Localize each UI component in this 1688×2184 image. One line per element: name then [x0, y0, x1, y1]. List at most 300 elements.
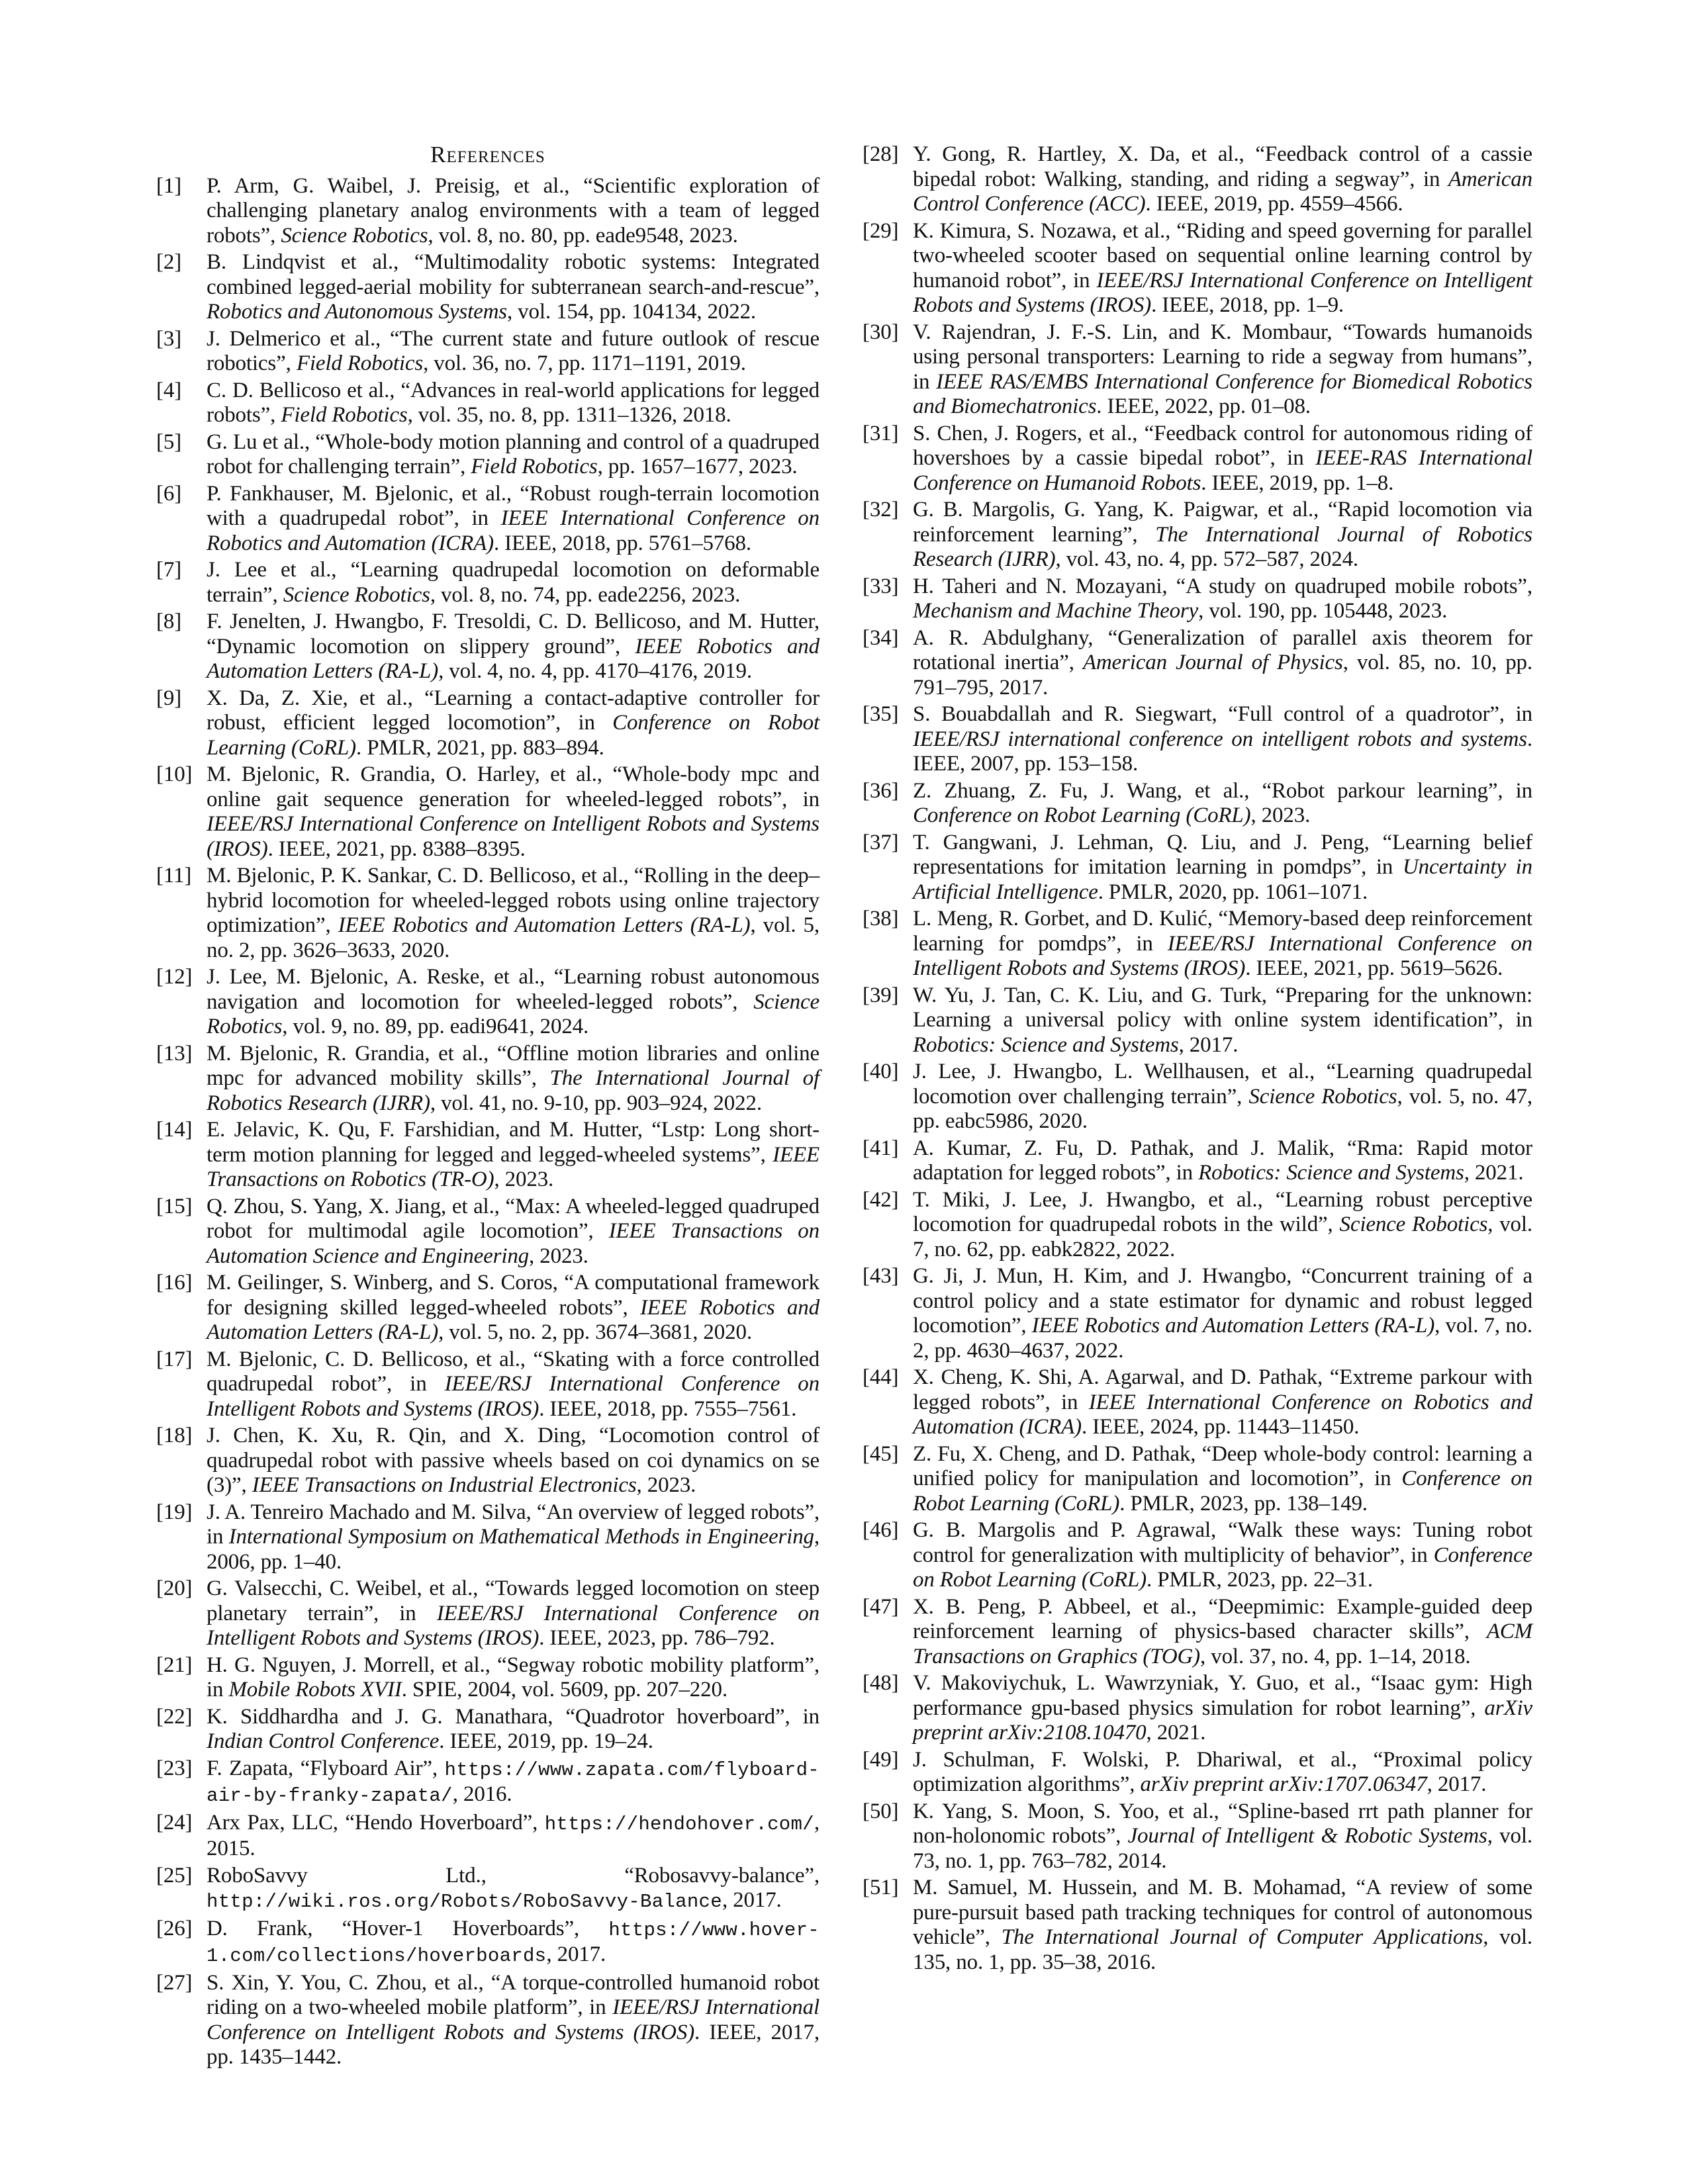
- reference-segment: . PMLR, 2021, pp. 883–894.: [356, 735, 604, 760]
- reference-segment: Z. Zhuang, Z. Fu, J. Wang, et al., “Robot parkour learning”, in: [913, 778, 1532, 803]
- reference-item: [156, 1118, 820, 1193]
- reference-text: [913, 142, 1532, 217]
- reference-segment: , 2023.: [1250, 803, 1311, 827]
- reference-text: [207, 1811, 820, 1862]
- reference-number: [22]: [156, 1704, 193, 1729]
- reference-segment: J. Schulman, F. Wolski, P. Dhariwal, et al., “Proximal policy optimization algorithms”,: [913, 1747, 1532, 1796]
- reference-text: [913, 1188, 1532, 1263]
- left-column: [156, 142, 820, 2072]
- reference-item: [863, 1264, 1532, 1363]
- reference-number: [2]: [156, 250, 182, 274]
- reference-item: [863, 422, 1532, 496]
- reference-segment: , vol. 135, no. 1, pp. 35–38, 2016.: [913, 1925, 1532, 1974]
- reference-venue: Mechanism and Machine Theory: [913, 599, 1199, 623]
- reference-segment: . IEEE, 2019, pp. 4559–4566.: [1145, 192, 1403, 216]
- reference-segment: M. Bjelonic, P. K. Sankar, C. D. Bellicoso, et al., “Rolling in the deep–hybrid locomotion for wheeled-legged robots using online trajectory optimization”,: [207, 864, 820, 937]
- reference-text: [207, 1756, 820, 1809]
- reference-text: [207, 1195, 820, 1269]
- reference-item: [156, 430, 820, 480]
- reference-segment: , vol. 85, no. 10, pp. 791–795, 2017.: [913, 651, 1532, 700]
- reference-segment: L. Meng, R. Gorbet, and D. Kulić, “Memory-based deep reinforcement learning for pomdps”, in: [913, 907, 1532, 956]
- reference-text: [207, 379, 820, 428]
- reference-url: https://www.zapata.com/flyboard-air-by-franky-zapata/: [207, 1758, 820, 1807]
- reference-segment: . IEEE, 2022, pp. 01–08.: [1096, 394, 1311, 418]
- reference-text: [207, 965, 820, 1040]
- reference-segment: , 2017.: [1178, 1032, 1239, 1057]
- reference-text: [913, 779, 1532, 829]
- reference-number: [26]: [156, 1916, 193, 1940]
- reference-segment: , vol. 5, no. 2, pp. 3626–3633, 2020.: [207, 913, 820, 962]
- reference-text: [207, 174, 820, 249]
- reference-text: [207, 1576, 820, 1651]
- reference-segment: A. R. Abdulghany, “Generalization of parallel axis theorem for rotational inertia”,: [913, 625, 1532, 674]
- reference-number: [20]: [156, 1576, 193, 1600]
- reference-number: [24]: [156, 1810, 193, 1835]
- reference-segment: , vol. 5, no. 47, pp. eabc5986, 2020.: [913, 1084, 1533, 1133]
- reference-venue: IEEE Transactions on Robotics (TR-O): [207, 1142, 820, 1191]
- reference-segment: . IEEE, 2021, pp. 8388–8395.: [267, 837, 526, 861]
- reference-number: [21]: [156, 1653, 193, 1677]
- reference-text: [207, 1042, 820, 1116]
- reference-segment: , vol. 8, no. 80, pp. eade9548, 2023.: [428, 223, 738, 248]
- reference-number: [11]: [156, 864, 192, 887]
- reference-segment: X. Da, Z. Xie, et al., “Learning a contact-adaptive controller for robust, efficient legged locomotion”, in: [207, 686, 820, 735]
- reference-item: [863, 1595, 1532, 1670]
- reference-venue: Field Robotics: [471, 455, 598, 478]
- reference-segment: J. Delmerico et al., “The current state and future outlook of rescue robotics”,: [207, 326, 820, 375]
- reference-segment: H. Taheri and N. Mozayani, “A study on quadruped mobile robots”,: [913, 574, 1532, 598]
- reference-segment: X. Cheng, K. Shi, A. Agarwal, and D. Pathak, “Extreme parkour with legged robots”, in: [913, 1365, 1532, 1414]
- reference-item: [863, 1876, 1532, 1975]
- reference-segment: , pp. 1657–1677, 2023.: [597, 455, 798, 478]
- reference-segment: , 2021.: [1146, 1721, 1206, 1745]
- reference-segment: S. Xin, Y. You, C. Zhou, et al., “A torque-controlled humanoid robot riding on a two-wheeled mobile platform”, in: [207, 1970, 820, 2019]
- reference-segment: . IEEE, 2024, pp. 11443–11450.: [1082, 1415, 1360, 1439]
- reference-item: [863, 907, 1532, 981]
- reference-text: [913, 983, 1532, 1058]
- reference-venue: arXiv preprint arXiv:1707.06347: [1140, 1772, 1427, 1796]
- reference-number: [51]: [863, 1876, 899, 1899]
- reference-segment: G. Lu et al., “Whole-body motion planning and control of a quadruped robot for challenging terrain”,: [207, 430, 820, 478]
- reference-venue: IEEE/RSJ International Conference on Intelligent Robots and Systems (IROS): [207, 812, 820, 861]
- reference-item: [156, 1917, 820, 1969]
- reference-segment: F. Jenelten, J. Hwangbo, F. Tresoldi, C. D. Bellicoso, and M. Hutter, “Dynamic locomotion on slippery ground”,: [207, 610, 820, 659]
- reference-text: [913, 831, 1532, 905]
- reference-text: [913, 1671, 1532, 1746]
- reference-segment: M. Bjelonic, C. D. Bellicoso, et al., “Skating with a force controlled quadrupedal robot”, in: [207, 1347, 820, 1396]
- reference-venue: arXiv preprint arXiv:2108.10470: [913, 1696, 1532, 1745]
- reference-item: [156, 558, 820, 608]
- reference-segment: , vol. 35, no. 8, pp. 1311–1326, 2018.: [407, 403, 731, 427]
- right-column: [863, 142, 1532, 1977]
- reference-segment: X. B. Peng, P. Abbeel, et al., “Deepmimic: Example-guided deep reinforcement learning of physics-based character skills”,: [913, 1594, 1532, 1643]
- reference-segment: V. Makoviychuk, L. Wawrzyniak, Y. Guo, et al., “Isaac gym: High performance gpu-based physics simulation for robot learning”,: [913, 1671, 1532, 1720]
- reference-segment: G. Ji, J. Mun, H. Kim, and J. Hwangbo, “Concurrent training of a control policy and a state estimator for dynamic and robust legged locomotion”,: [913, 1264, 1532, 1338]
- reference-segment: , 2016.: [452, 1782, 512, 1806]
- reference-segment: B. Lindqvist et al., “Multimodality robotic systems: Integrated combined legged-aerial mobility for subterranean search-and-rescue”,: [207, 250, 820, 299]
- reference-url: https://hendohover.com/: [544, 1813, 814, 1835]
- reference-number: [10]: [156, 762, 193, 786]
- reference-segment: K. Siddhardha and J. G. Manathara, “Quadrotor hoverboard”, in: [207, 1704, 820, 1729]
- reference-number: [46]: [863, 1518, 899, 1542]
- reference-number: [28]: [863, 142, 899, 166]
- reference-item: [863, 1060, 1532, 1134]
- reference-segment: , 2017.: [546, 1942, 606, 1966]
- reference-venue: Conference on Robot Learning (CoRL): [207, 711, 820, 760]
- reference-text: [913, 320, 1532, 420]
- reference-number: [44]: [863, 1365, 899, 1389]
- reference-text: [913, 422, 1532, 496]
- reference-segment: G. B. Margolis, G. Yang, K. Paigwar, et al., “Rapid locomotion via reinforcement learning”,: [913, 498, 1532, 547]
- reference-url: http://wiki.ros.org/Robots/RoboSavvy-Balance: [207, 1891, 722, 1913]
- reference-segment: , vol. 5, no. 2, pp. 3674–3681, 2020.: [438, 1320, 752, 1344]
- reference-number: [39]: [863, 983, 899, 1007]
- reference-number: [33]: [863, 574, 899, 598]
- reference-segment: Z. Fu, X. Cheng, and D. Pathak, “Deep whole-body control: learning a unified policy for manipulation and locomotion”, in: [913, 1441, 1532, 1490]
- reference-text: [913, 1518, 1532, 1593]
- reference-text: [913, 1595, 1532, 1670]
- reference-segment: , 2023.: [494, 1167, 554, 1191]
- reference-item: [863, 1188, 1532, 1263]
- reference-venue: The International Journal of Computer Applications: [1001, 1925, 1483, 1949]
- reference-item: [863, 1136, 1532, 1186]
- reference-number: [35]: [863, 702, 899, 726]
- reference-venue: Journal of Intelligent & Robotic Systems: [1127, 1824, 1487, 1848]
- reference-text: [913, 1748, 1532, 1797]
- reference-segment: M. Bjelonic, R. Grandia, O. Harley, et al., “Whole-body mpc and online gait sequence generation for wheeled-legged robots”, in: [207, 762, 820, 811]
- reference-segment: S. Bouabdallah and R. Siegwart, “Full control of a quadrotor”, in: [913, 702, 1532, 726]
- reference-segment: J. A. Tenreiro Machado and M. Silva, “An overview of legged robots”, in: [207, 1500, 820, 1549]
- reference-text: [913, 1365, 1532, 1440]
- reference-segment: W. Yu, J. Tan, C. K. Liu, and G. Turk, “Preparing for the unknown: Learning a universal policy with online system identification”, in: [913, 983, 1532, 1032]
- reference-segment: M. Geilinger, S. Winberg, and S. Coros, “A computational framework for designing skilled legged-wheeled robots”,: [207, 1271, 820, 1320]
- reference-item: [863, 1799, 1532, 1874]
- reference-venue: Field Robotics: [281, 403, 408, 427]
- reference-number: [13]: [156, 1041, 193, 1066]
- reference-venue: Conference on Robot Learning (CoRL): [913, 1467, 1532, 1516]
- reference-segment: Y. Gong, R. Hartley, X. Da, et al., “Feedback control of a cassie bipedal robot: Walking, standing, and riding a segway”, in: [913, 142, 1532, 191]
- reference-segment: , 2006, pp. 1–40.: [207, 1525, 820, 1574]
- reference-venue: Indian Control Conference: [207, 1729, 440, 1753]
- reference-venue: IEEE Robotics and Automation Letters (RA-L): [207, 634, 820, 683]
- reference-number: [36]: [863, 778, 899, 803]
- reference-item: [156, 1705, 820, 1754]
- reference-venue: IEEE/RSJ International Conference on Intelligent Robots and Systems (IROS): [913, 268, 1532, 317]
- reference-segment: , 2015.: [207, 1810, 820, 1860]
- reference-segment: , vol. 36, no. 7, pp. 1171–1191, 2019.: [423, 351, 746, 375]
- reference-venue: IEEE Robotics and Automation Letters (RA-L): [207, 1295, 820, 1344]
- reference-item: [156, 610, 820, 684]
- reference-segment: F. Zapata, “Flyboard Air”,: [207, 1756, 445, 1780]
- reference-item: [863, 983, 1532, 1058]
- reference-text: [913, 907, 1532, 981]
- reference-text: [207, 482, 820, 557]
- reference-number: [47]: [863, 1594, 899, 1619]
- reference-venue: Conference on Robot Learning (CoRL): [913, 803, 1251, 827]
- reference-item: [863, 498, 1532, 572]
- reference-item: [863, 320, 1532, 420]
- reference-item: [863, 1442, 1532, 1517]
- reference-url: https://www.hover-1.com/collections/hoverboards: [207, 1919, 820, 1967]
- reference-item: [863, 1748, 1532, 1797]
- reference-venue: Uncertainty in Artificial Intelligence: [913, 855, 1532, 904]
- reference-segment: , vol. 8, no. 74, pp. eade2256, 2023.: [430, 582, 741, 607]
- reference-text: [207, 686, 820, 761]
- reference-item: [863, 702, 1532, 777]
- reference-number: [17]: [156, 1347, 193, 1371]
- reference-venue: IEEE Robotics and Automation Letters (RA-L): [338, 913, 751, 937]
- reference-segment: . IEEE, 2019, pp. 19–24.: [439, 1729, 653, 1753]
- reference-text: [913, 1799, 1532, 1874]
- reference-segment: , vol. 7, no. 62, pp. eabk2822, 2022.: [913, 1212, 1533, 1261]
- reference-text: [207, 762, 820, 862]
- reference-text: [207, 1424, 820, 1498]
- reference-number: [8]: [156, 610, 182, 633]
- reference-segment: , vol. 190, pp. 105448, 2023.: [1198, 599, 1448, 623]
- reference-segment: A. Kumar, Z. Fu, D. Pathak, and J. Malik, “Rma: Rapid motor adaptation for legged robots”, in: [913, 1136, 1532, 1185]
- reference-number: [4]: [156, 378, 182, 402]
- reference-list-right: [863, 142, 1532, 1975]
- reference-segment: D. Frank, “Hover-1 Hoverboards”,: [207, 1916, 609, 1940]
- reference-segment: , vol. 37, no. 4, pp. 1–14, 2018.: [1200, 1644, 1471, 1668]
- reference-venue: IEEE International Conference on Robotics and Automation (ICRA): [913, 1390, 1533, 1439]
- reference-segment: V. Rajendran, J. F.-S. Lin, and K. Mombaur, “Towards humanoids using personal transporters: Learning to ride a segway from humans”, in: [913, 320, 1532, 394]
- reference-number: [45]: [863, 1441, 899, 1466]
- reference-item: [863, 219, 1532, 318]
- reference-item: [156, 1347, 820, 1422]
- reference-segment: . PMLR, 2020, pp. 1061–1071.: [1098, 880, 1368, 904]
- reference-text: [207, 1971, 820, 2070]
- reference-segment: . IEEE, 2018, pp. 1–9.: [1151, 293, 1344, 317]
- reference-venue: IEEE/RSJ International Conference on Intelligent Robots and Systems (IROS): [207, 1601, 820, 1650]
- reference-number: [25]: [156, 1863, 193, 1888]
- reference-segment: . IEEE, 2018, pp. 5761–5768.: [493, 531, 751, 555]
- reference-number: [31]: [863, 421, 899, 445]
- reference-segment: , vol. 43, no. 4, pp. 572–587, 2024.: [1055, 547, 1359, 571]
- reference-item: [156, 965, 820, 1040]
- reference-item: [156, 864, 820, 963]
- reference-segment: E. Jelavic, K. Qu, F. Farshidian, and M. Hutter, “Lstp: Long short-term motion planning for legged and legged-wheeled systems”,: [207, 1118, 820, 1167]
- reference-item: [863, 142, 1532, 217]
- reference-segment: . PMLR, 2023, pp. 138–149.: [1119, 1491, 1368, 1516]
- reference-segment: G. B. Margolis and P. Agrawal, “Walk these ways: Tuning robot control for generalization with multiplicity of behavior”, in: [913, 1518, 1532, 1567]
- reference-text: [913, 574, 1532, 624]
- reference-segment: Q. Zhou, S. Yang, X. Jiang, et al., “Max: A wheeled-legged quadruped robot for multimodal agile locomotion”,: [207, 1194, 820, 1243]
- reference-number: [34]: [863, 625, 899, 650]
- reference-venue: Science Robotics: [207, 989, 820, 1038]
- reference-text: [913, 1264, 1532, 1363]
- reference-segment: , 2023.: [636, 1473, 696, 1497]
- reference-segment: , vol. 41, no. 9-10, pp. 903–924, 2022.: [430, 1091, 762, 1115]
- reference-venue: Science Robotics: [1339, 1212, 1488, 1236]
- reference-number: [6]: [156, 481, 182, 506]
- reference-segment: H. G. Nguyen, J. Morrell, et al., “Segway robotic mobility platform”, in: [207, 1653, 820, 1702]
- reference-venue: Robotics and Autonomous Systems: [207, 300, 507, 324]
- reference-venue: IEEE/RSJ International Conference on Intelligent Robots and Systems (IROS): [207, 1995, 820, 2044]
- reference-item: [863, 831, 1532, 905]
- reference-text: [207, 1118, 820, 1193]
- reference-number: [50]: [863, 1799, 899, 1823]
- reference-venue: IEEE RAS/EMBS International Conference for Biomedical Robotics and Biomechatronics: [913, 369, 1532, 418]
- reference-number: [48]: [863, 1671, 899, 1695]
- reference-number: [19]: [156, 1500, 193, 1524]
- reference-item: [863, 626, 1532, 701]
- reference-text: [207, 1917, 820, 1969]
- reference-segment: T. Miki, J. Lee, J. Hwangbo, et al., “Learning robust perceptive locomotion for quadrupedal robots in the wild”,: [913, 1187, 1532, 1236]
- reference-text: [207, 327, 820, 377]
- reference-number: [3]: [156, 326, 182, 351]
- reference-text: [913, 1060, 1532, 1134]
- reference-item: [156, 1971, 820, 2070]
- reference-segment: . IEEE, 2018, pp. 7555–7561.: [539, 1396, 797, 1421]
- reference-venue: IEEE/RSJ international conference on intelligent robots and systems: [913, 727, 1527, 751]
- reference-segment: C. D. Bellicoso et al., “Advances in real-world applications for legged robots”,: [207, 378, 820, 427]
- reference-text: [207, 1864, 820, 1915]
- reference-text: [207, 1347, 820, 1422]
- reference-item: [156, 762, 820, 862]
- reference-item: [156, 1042, 820, 1116]
- reference-item: [156, 1653, 820, 1703]
- reference-segment: M. Samuel, M. Hussein, and M. B. Mohamad, “A review of some pure-pursuit based path tracking techniques for control of autonomous vehicle”,: [913, 1876, 1532, 1949]
- reference-item: [156, 250, 820, 325]
- reference-item: [156, 174, 820, 249]
- reference-number: [15]: [156, 1194, 193, 1218]
- reference-number: [30]: [863, 320, 899, 344]
- reference-text: [207, 430, 820, 480]
- reference-text: [913, 626, 1532, 701]
- reference-number: [29]: [863, 218, 899, 243]
- reference-venue: IEEE/RSJ International Conference on Intelligent Robots and Systems (IROS): [913, 931, 1532, 980]
- reference-venue: Science Robotics: [1248, 1084, 1397, 1109]
- reference-segment: J. Chen, K. Xu, R. Qin, and X. Ding, “Locomotion control of quadrupedal robot with passive wheels based on coi dynamics on se (3)”,: [207, 1424, 820, 1497]
- reference-item: [156, 379, 820, 428]
- reference-number: [12]: [156, 965, 193, 989]
- reference-venue: The International Journal of Robotics Research (IJRR): [207, 1066, 820, 1115]
- reference-segment: . PMLR, 2023, pp. 22–31.: [1147, 1568, 1374, 1592]
- reference-item: [863, 1518, 1532, 1593]
- reference-text: [207, 1271, 820, 1345]
- reference-segment: RoboSavvy Ltd., “Robosavvy-balance”,: [207, 1863, 820, 1888]
- reference-segment: , vol. 9, no. 89, pp. eadi9641, 2024.: [282, 1015, 589, 1038]
- reference-segment: , vol. 154, pp. 104134, 2022.: [506, 300, 757, 324]
- reference-text: [207, 1705, 820, 1754]
- reference-segment: , vol. 7, no. 2, pp. 4630–4637, 2022.: [913, 1314, 1532, 1363]
- reference-number: [14]: [156, 1118, 193, 1142]
- reference-item: [156, 1576, 820, 1651]
- reference-item: [156, 1195, 820, 1269]
- reference-venue: IEEE-RAS International Conference on Humanoid Robots: [913, 446, 1532, 495]
- reference-venue: Robotics: Science and Systems: [913, 1032, 1179, 1057]
- reference-item: [156, 327, 820, 377]
- reference-venue: IEEE Robotics and Automation Letters (RA-L): [1031, 1314, 1435, 1338]
- reference-text: [207, 610, 820, 684]
- reference-text: [207, 250, 820, 325]
- reference-item: [156, 1864, 820, 1915]
- reference-venue: Robotics: Science and Systems: [1198, 1161, 1464, 1185]
- reference-number: [27]: [156, 1970, 193, 1995]
- reference-venue: International Symposium on Mathematical Methods in Engineering: [228, 1525, 814, 1549]
- reference-text: [913, 1876, 1532, 1975]
- reference-item: [156, 1424, 820, 1498]
- reference-number: [16]: [156, 1271, 193, 1295]
- reference-segment: K. Yang, S. Moon, S. Yoo, et al., “Spline-based rrt path planner for non-holonomic robots”,: [913, 1799, 1532, 1848]
- reference-number: [9]: [156, 686, 182, 710]
- reference-text: [207, 1500, 820, 1575]
- reference-item: [863, 1671, 1532, 1746]
- reference-text: [207, 558, 820, 608]
- reference-segment: G. Valsecchi, C. Weibel, et al., “Towards legged locomotion on steep planetary terrain”, in: [207, 1576, 820, 1625]
- reference-item: [156, 686, 820, 761]
- reference-segment: , 2017.: [1427, 1772, 1487, 1796]
- reference-segment: . IEEE, 2023, pp. 786–792.: [539, 1626, 775, 1650]
- reference-text: [913, 219, 1532, 318]
- reference-item: [156, 1811, 820, 1862]
- reference-segment: T. Gangwani, J. Lehman, Q. Liu, and J. Peng, “Learning belief representations for imitation learning in pomdps”, in: [913, 830, 1532, 879]
- reference-segment: , vol. 4, no. 4, pp. 4170–4176, 2019.: [438, 659, 752, 683]
- reference-segment: . IEEE, 2007, pp. 153–158.: [913, 727, 1532, 776]
- reference-venue: ACM Transactions on Graphics (TOG): [913, 1619, 1532, 1668]
- section-heading: References: [430, 142, 545, 167]
- reference-item: [156, 1500, 820, 1575]
- reference-venue: Science Robotics: [281, 223, 428, 248]
- reference-segment: J. Lee et al., “Learning quadrupedal locomotion on deformable terrain”,: [207, 558, 820, 607]
- reference-venue: Science Robotics: [283, 582, 430, 607]
- reference-item: [863, 574, 1532, 624]
- reference-segment: S. Chen, J. Rogers, et al., “Feedback control for autonomous riding of hovershoes by a cassie bipedal robot”, in: [913, 421, 1532, 470]
- reference-venue: American Journal of Physics: [1082, 651, 1343, 674]
- reference-segment: . IEEE, 2019, pp. 1–8.: [1201, 471, 1394, 495]
- reference-text: [207, 1653, 820, 1703]
- reference-venue: Conference on Robot Learning (CoRL): [913, 1543, 1532, 1592]
- reference-segment: P. Arm, G. Waibel, J. Preisig, et al., “Scientific exploration of challenging planetary analog environments with a team of legged robots”,: [207, 173, 820, 248]
- reference-number: [7]: [156, 558, 182, 582]
- reference-item: [156, 1271, 820, 1345]
- reference-segment: , 2017.: [722, 1888, 782, 1912]
- reference-venue: American Control Conference (ACC): [913, 167, 1532, 216]
- reference-venue: IEEE/RSJ International Conference on Intelligent Robots and Systems (IROS): [207, 1372, 820, 1421]
- reference-number: [43]: [863, 1264, 899, 1288]
- reference-number: [23]: [156, 1756, 193, 1780]
- reference-segment: M. Bjelonic, R. Grandia, et al., “Offline motion libraries and online mpc for advanced mobility skills”,: [207, 1041, 820, 1090]
- reference-segment: . SPIE, 2004, vol. 5609, pp. 207–220.: [401, 1678, 727, 1702]
- reference-segment: P. Fankhauser, M. Bjelonic, et al., “Robust rough-terrain locomotion with a quadrupedal robot”, in: [207, 481, 820, 530]
- reference-text: [207, 864, 820, 963]
- reference-venue: Field Robotics: [296, 351, 424, 375]
- reference-item: [863, 1365, 1532, 1440]
- reference-text: [913, 498, 1532, 572]
- reference-number: [49]: [863, 1747, 899, 1772]
- reference-segment: , vol. 73, no. 1, pp. 763–782, 2014.: [913, 1824, 1532, 1873]
- reference-segment: . IEEE, 2017, pp. 1435–1442.: [207, 2020, 820, 2069]
- reference-segment: , 2021.: [1464, 1161, 1524, 1185]
- reference-item: [156, 1756, 820, 1809]
- reference-segment: . IEEE, 2021, pp. 5619–5626.: [1245, 956, 1503, 980]
- reference-venue: Mobile Robots XVII: [228, 1678, 402, 1702]
- reference-number: [18]: [156, 1424, 193, 1447]
- reference-segment: , 2023.: [529, 1244, 588, 1268]
- reference-segment: Arx Pax, LLC, “Hendo Hoverboard”,: [207, 1810, 545, 1835]
- reference-venue: IEEE Transactions on Automation Science and Engineering: [207, 1219, 820, 1268]
- reference-segment: K. Kimura, S. Nozawa, et al., “Riding and speed governing for parallel two-wheeled scooter based on sequential online learning control by humanoid robot”, in: [913, 218, 1532, 293]
- reference-number: [37]: [863, 830, 899, 854]
- reference-venue: IEEE Transactions on Industrial Electronics: [252, 1473, 637, 1497]
- reference-venue: IEEE International Conference on Robotics and Automation (ICRA): [207, 506, 820, 555]
- reference-number: [5]: [156, 430, 182, 454]
- reference-number: [1]: [156, 173, 182, 198]
- reference-item: [156, 482, 820, 557]
- reference-venue: The International Journal of Robotics Research (IJRR): [913, 522, 1532, 571]
- reference-text: [913, 1442, 1532, 1517]
